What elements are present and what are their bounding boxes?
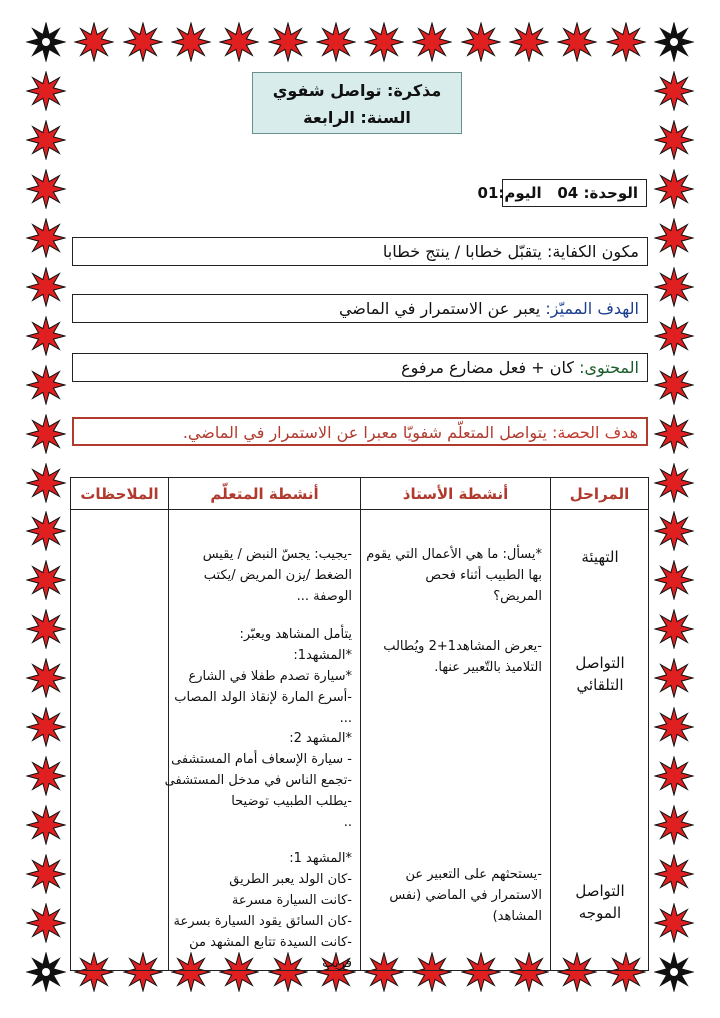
- border-star-icon: [654, 609, 694, 649]
- border-star-icon: [654, 169, 694, 209]
- learner-line: ...: [339, 711, 352, 726]
- lesson-goal-box: [72, 417, 648, 446]
- table-header-row: [71, 478, 649, 510]
- stages-cell: [551, 510, 649, 971]
- learner-line: - سيارة الإسعاف أمام المستشفى: [171, 752, 352, 767]
- border-star-icon: [26, 120, 66, 160]
- learner-block-3: [164, 728, 352, 833]
- day-value: 01: [477, 184, 499, 202]
- learner-line: يتأمل المشاهد ويعبّر:: [239, 627, 352, 642]
- learner-line: -كانت السيدة تتابع المشهد من: [189, 935, 352, 950]
- stage-guided: التواصل الموجه: [575, 882, 625, 922]
- border-star-icon: [26, 560, 66, 600]
- learner-line: الوصفة ...: [296, 589, 352, 604]
- border-star-icon: [74, 22, 114, 62]
- learner-block-2: [172, 624, 352, 729]
- lesson-goal-value: يتواصل المتعلّم شفويّا معبرا عن الاستمرار في الماضي.: [182, 423, 547, 442]
- teacher-line: بها الطبيب أثناء فحص: [425, 568, 542, 583]
- border-star-icon: [654, 707, 694, 747]
- learner-line: -كانت السيارة مسرعة: [231, 893, 352, 908]
- lesson-goal-label: هدف الحصة:: [552, 423, 638, 442]
- teacher-block-3: [366, 864, 542, 927]
- corner-star-icon: [26, 952, 66, 992]
- learner-line: ..: [343, 815, 352, 830]
- border-star-icon: [509, 22, 549, 62]
- border-star-icon: [26, 71, 66, 111]
- learner-line: -كان الولد يعبر الطريق: [229, 872, 352, 887]
- border-star-icon: [26, 609, 66, 649]
- target-value: يعبر عن الاستمرار في الماضي: [338, 299, 541, 318]
- border-star-icon: [654, 511, 694, 551]
- border-star-icon: [26, 316, 66, 356]
- teacher-line: المريض؟: [493, 589, 542, 604]
- header-stages: المراحل: [551, 478, 649, 510]
- year-label: السنة:: [360, 108, 411, 127]
- notes-cell: [71, 510, 169, 971]
- border-star-icon: [26, 903, 66, 943]
- teacher-line: المشاهد): [492, 909, 542, 924]
- content-label: المحتوى:: [579, 358, 639, 377]
- memo-header-box: [252, 72, 462, 134]
- border-star-icon: [654, 805, 694, 845]
- teacher-block-1: [366, 544, 542, 607]
- border-star-icon: [26, 267, 66, 307]
- unit-day-box: [477, 179, 647, 207]
- teacher-block-2: [366, 636, 542, 678]
- header-notes: الملاحظات: [71, 478, 169, 510]
- border-star-icon: [654, 560, 694, 600]
- content-box: [72, 353, 648, 382]
- stage-preparation: التهيئة: [581, 548, 619, 566]
- teacher-activities-cell: [361, 510, 551, 971]
- learner-line: *سيارة تصدم طفلا في الشارع: [188, 669, 352, 684]
- learner-block-4: [172, 848, 352, 974]
- target-label: الهدف المميّز:: [545, 299, 639, 318]
- border-star-icon: [26, 707, 66, 747]
- border-star-icon: [654, 756, 694, 796]
- corner-star-icon: [26, 22, 66, 62]
- unit-value: 04: [557, 184, 579, 202]
- memo-label: مذكرة:: [387, 81, 442, 100]
- learner-line: -كان السائق يقود السيارة بسرعة: [173, 914, 352, 929]
- teacher-line: التلاميذ بالتّعبير عنها.: [434, 660, 542, 675]
- table-row: [71, 510, 649, 971]
- border-star-icon: [26, 756, 66, 796]
- border-star-icon: [26, 218, 66, 258]
- learner-line: قريب: [322, 956, 352, 971]
- competence-label: مكون الكفاية:: [546, 242, 639, 261]
- border-star-icon: [654, 316, 694, 356]
- border-star-icon: [654, 267, 694, 307]
- border-star-icon: [654, 854, 694, 894]
- border-star-icon: [654, 71, 694, 111]
- teacher-line: الاستمرار في الماضي (نفس: [389, 888, 542, 903]
- border-star-icon: [26, 414, 66, 454]
- border-star-icon: [123, 22, 163, 62]
- learner-block-1: [172, 544, 352, 607]
- teacher-line: -يعرض المشاهد1+2 ويُطالب: [383, 639, 542, 654]
- header-learner-activities: أنشطة المتعلّم: [169, 478, 361, 510]
- border-star-icon: [461, 22, 501, 62]
- border-star-icon: [412, 22, 452, 62]
- border-star-icon: [654, 414, 694, 454]
- day-label: اليوم:: [498, 184, 542, 202]
- learner-activities-cell: [164, 510, 361, 971]
- content-value: كان + فعل مضارع مرفوع: [401, 358, 574, 377]
- border-star-icon: [26, 365, 66, 405]
- border-star-icon: [26, 463, 66, 503]
- border-star-icon: [219, 22, 259, 62]
- border-star-icon: [654, 365, 694, 405]
- year-value: الرابعة: [303, 108, 355, 127]
- learner-line: *المشهد 1:: [289, 851, 352, 866]
- learner-line: -تجمع الناس في مدخل المستشفى: [164, 773, 352, 788]
- competence-value: يتقبّل خطابا / ينتج خطابا: [382, 242, 542, 261]
- learner-line: *المشهد1:: [293, 648, 352, 663]
- learner-line: *المشهد 2:: [289, 731, 352, 746]
- border-star-icon: [316, 22, 356, 62]
- border-star-icon: [606, 22, 646, 62]
- learner-line: -يطلب الطبيب توضيحا: [231, 794, 352, 809]
- teacher-line: -يستحثهم على التعبير عن: [405, 867, 542, 882]
- border-star-icon: [654, 658, 694, 698]
- target-box: [72, 294, 648, 323]
- border-star-icon: [26, 169, 66, 209]
- unit-label: الوحدة:: [583, 184, 638, 202]
- border-star-icon: [654, 120, 694, 160]
- border-star-icon: [654, 463, 694, 503]
- border-star-icon: [26, 805, 66, 845]
- border-star-icon: [26, 854, 66, 894]
- border-star-icon: [654, 903, 694, 943]
- corner-star-icon: [654, 952, 694, 992]
- learner-line: الضغط /يزن المريض /يكتب: [203, 568, 352, 583]
- stage-spontaneous: التواصل التلقائي: [575, 654, 625, 694]
- border-star-icon: [26, 511, 66, 551]
- border-star-icon: [26, 658, 66, 698]
- competence-box: [72, 237, 648, 266]
- border-star-icon: [171, 22, 211, 62]
- learner-line: -يجيب: يجسّ النبض / يقيس: [202, 547, 352, 562]
- border-star-icon: [268, 22, 308, 62]
- learner-line: -أسرع المارة لإنقاذ الولد المصاب: [174, 690, 352, 705]
- corner-star-icon: [654, 22, 694, 62]
- lesson-plan-table: [70, 477, 649, 971]
- border-star-icon: [557, 22, 597, 62]
- header-teacher-activities: أنشطة الأستاذ: [361, 478, 551, 510]
- border-star-icon: [654, 218, 694, 258]
- memo-value: تواصل شفوي: [272, 81, 382, 100]
- border-star-icon: [364, 22, 404, 62]
- teacher-line: *يسأل: ما هي الأعمال التي يقوم: [366, 547, 542, 562]
